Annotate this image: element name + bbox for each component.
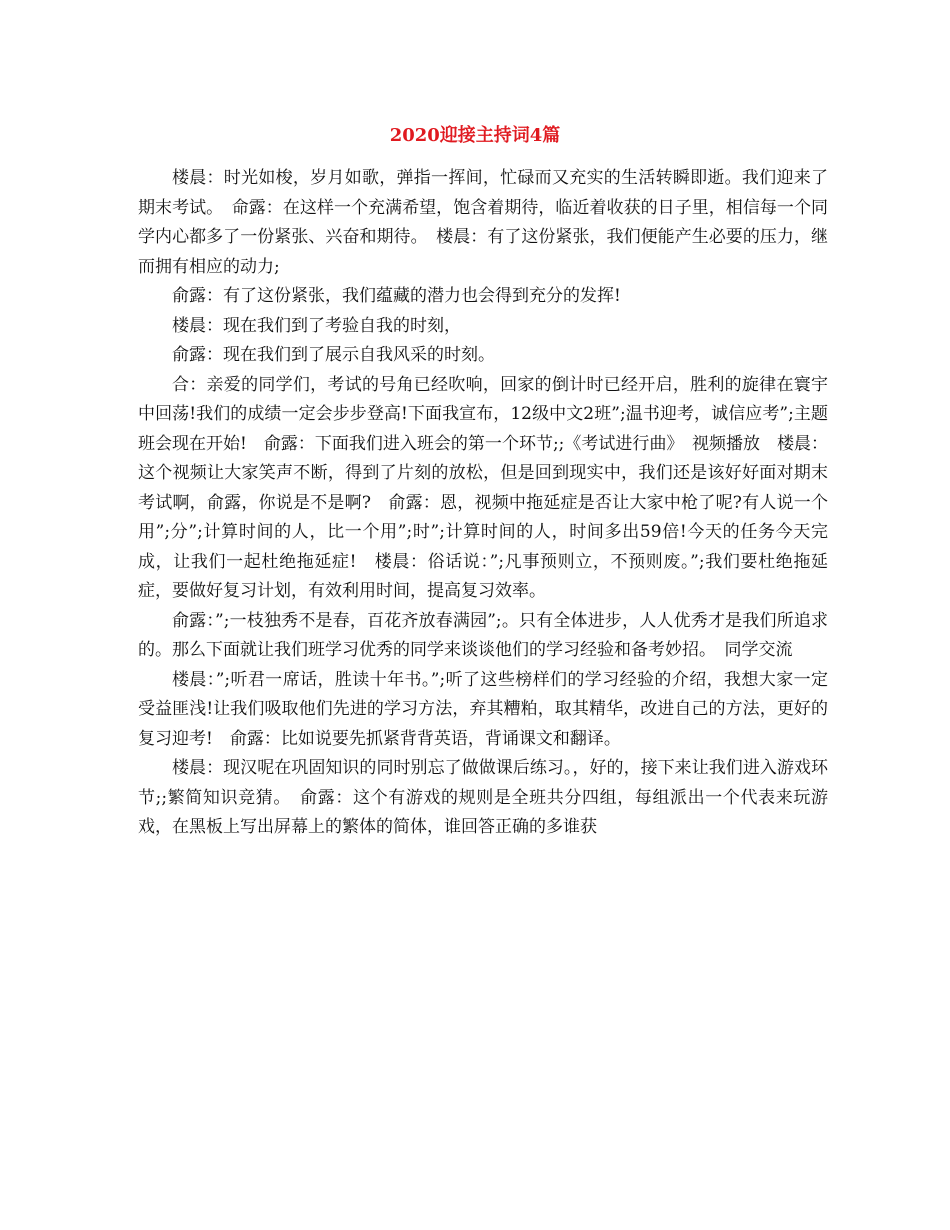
paragraph-4: 俞露：现在我们到了展示自我风采的时刻。 [172,345,495,365]
paragraph-1: 楼晨：时光如梭，岁月如歌，弹指一挥间，忙碌而又充实的生活转瞬即逝。我们迎来了期末考试。 命露：在这样一个充满希望，饱含着期待，临近着收获的日子里，相信每一个同学内心都多了一份紧张、兴奋和期待。 楼晨：有了这份紧张，我们便能产生必要的压力，继而拥有相应的动力; [138,168,828,277]
paragraph-7: 楼晨：”;听君一席话，胜读十年书。”;听了这些榜样们的学习经验的介绍，我想大家一定受益匪浅!让我们吸取他们先进的学习方法，弃其糟粕，取其精华，改进自己的方法，更好的复习迎考! 俞露：比如说要先抓紧背背英语，背诵课文和翻译。 [138,669,828,749]
document-body [138,164,828,843]
paragraph-3: 楼晨：现在我们到了考验自我的时刻， [172,315,461,336]
paragraph-2: 俞露：有了这份紧张，我们蕴藏的潜力也会得到充分的发挥! [172,286,621,306]
paragraph-8: 楼晨：现汉呢在巩固知识的同时别忘了做做课后练习。，好的，接下来让我们进入游戏环节;;繁简知识竞猜。 俞露：这个有游戏的规则是全班共分四组，每组派出一个代表来玩游戏，在黑板上写出屏幕上的繁体的简体，谁回答正确的多谁获 [138,758,828,837]
document-title: 2020迎接主持词4篇 [389,125,561,146]
paragraph-5: 合：亲爱的同学们，考试的号角已经吹响，回家的倒计时已经开启，胜利的旋律在寰宇中回荡!我们的成绩一定会步步登高!下面我宣布，12级中文2班”;温书迎考，诚信应考”;主题班会现在开始! 俞露：下面我们进入班会的第一个环节;;《考试进行曲》 视频播放 楼晨：这个视频让大家笑声不断，得到了片刻的放松，但是回到现实中，我们还是该好好面对期末考试啊，俞露，你说是不是啊? 俞露：恩，视频中拖延症是否让大家中枪了呢?有人说一个用”;分”;计算时间的人，比一个用”;时”;计算时间的人，时间多出59倍!今天的任务今天完成，让我们一起杜绝拖延症! 楼晨：俗话说：”;凡事预则立，不预则废。”;我们要杜绝拖延症，要做好复习计划，有效利用时间，提高复习效率。 [138,374,828,601]
paragraph-6: 俞露：”;一枝独秀不是春，百花齐放春满园”;。只有全体进步，人人优秀才是我们所追求的。那么下面就让我们班学习优秀的同学来谈谈他们的学习经验和备考妙招。 同学交流 [138,610,828,660]
